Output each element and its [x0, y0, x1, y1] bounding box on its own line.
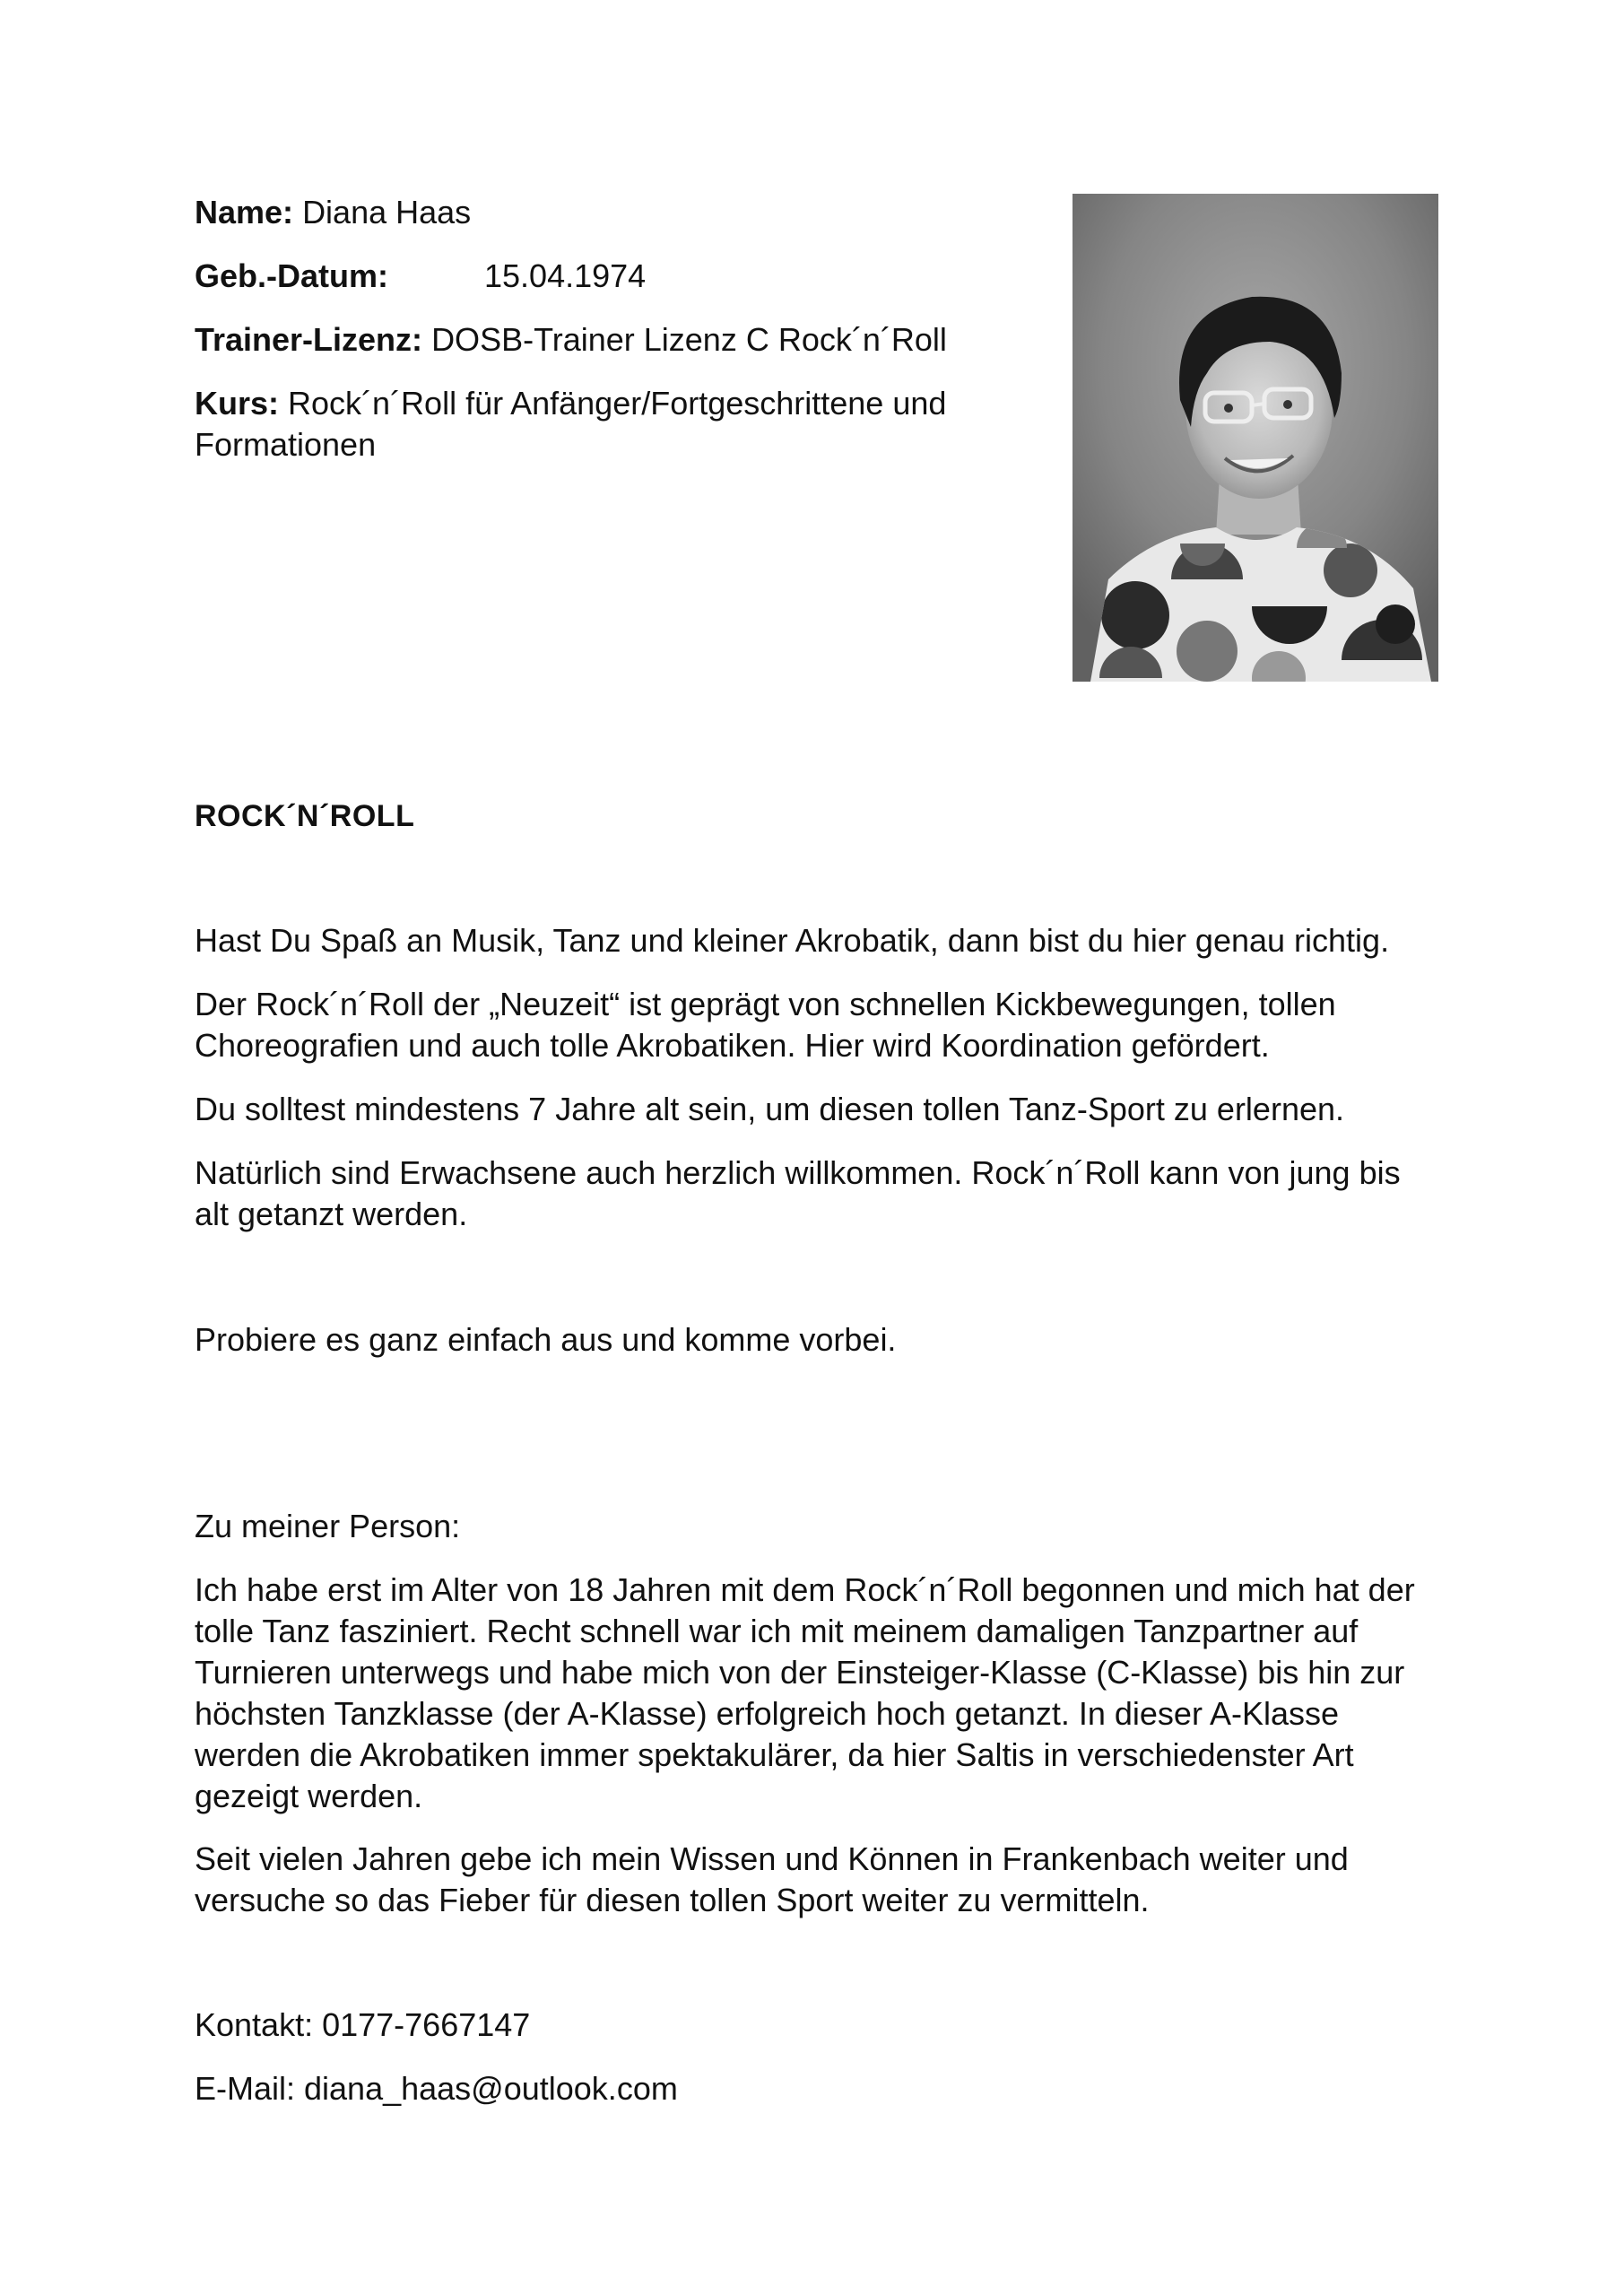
course-value-line1: Rock´n´Roll für Anfänger/Fortgeschrittene und — [288, 385, 947, 422]
dob-label: Geb.-Datum: — [195, 257, 388, 294]
name-row — [195, 192, 471, 233]
course-value-line2: Formationen — [195, 426, 377, 463]
person-p1-line1: Ich habe erst im Alter von 18 Jahren mit dem Rock´n´Roll begonnen und mich hat der — [195, 1571, 1415, 1608]
dob-value: 15.04.1974 — [484, 257, 647, 294]
course-label: Kurs: — [195, 385, 280, 422]
name-label: Name: — [195, 194, 294, 230]
section-p5: Probiere es ganz einfach aus und komme vorbei. — [195, 1321, 897, 1358]
section-paragraph-4 — [195, 1152, 1468, 1235]
section-paragraph-5 — [195, 1319, 1468, 1361]
person-p2-line2: versuche so das Fieber für diesen tollen Sport weiter zu vermitteln. — [195, 1882, 1150, 1918]
contact-email-text: E-Mail: diana_haas@outlook.com — [195, 2070, 678, 2107]
contact-phone — [195, 2005, 1468, 2046]
person-paragraph-2 — [195, 1839, 1468, 1921]
dob-row — [195, 256, 822, 297]
person-p1-line2: tolle Tanz fasziniert. Recht schnell war ich mit meinem damaligen Tanzpartner auf — [195, 1613, 1359, 1649]
person-p1-line5: werden die Akrobatiken immer spektakulärer, da hier Saltis in verschiedenster Art — [195, 1736, 1354, 1773]
person-p1-line3: Turnieren unterwegs und habe mich von der Einsteiger-Klasse (C-Klasse) bis hin zur — [195, 1654, 1405, 1691]
contact-email — [195, 2068, 1468, 2109]
contact-phone-text: Kontakt: 0177-7667147 — [195, 2006, 531, 2043]
section-heading: ROCK´N´ROLL — [195, 799, 415, 833]
person-p2-line1: Seit vielen Jahren gebe ich mein Wissen und Können in Frankenbach weiter und — [195, 1840, 1349, 1877]
license-value: DOSB-Trainer Lizenz C Rock´n´Roll — [431, 321, 947, 358]
section-p3: Du solltest mindestens 7 Jahre alt sein, um diesen tollen Tanz-Sport zu erlernen. — [195, 1091, 1345, 1127]
person-p1-line4: höchsten Tanzklasse (der A-Klasse) erfolgreich hoch getanzt. In dieser A-Klasse — [195, 1695, 1340, 1732]
person-heading — [195, 1506, 1468, 1547]
license-label: Trainer-Lizenz: — [195, 321, 423, 358]
person-p1-line6: gezeigt werden. — [195, 1778, 423, 1814]
section-paragraph-1 — [195, 920, 1468, 961]
section-p2-line1: Der Rock´n´Roll der „Neuzeit“ ist geprägt von schnellen Kickbewegungen, tollen — [195, 986, 1336, 1022]
person-paragraph-1 — [195, 1570, 1468, 1817]
portrait-photo — [1073, 194, 1438, 682]
section-paragraph-3 — [195, 1089, 1468, 1130]
license-row — [195, 319, 947, 361]
section-p4-line2: alt getanzt werden. — [195, 1196, 468, 1232]
section-p4-line1: Natürlich sind Erwachsene auch herzlich willkommen. Rock´n´Roll kann von jung bis — [195, 1154, 1401, 1191]
person-heading-text: Zu meiner Person: — [195, 1508, 461, 1544]
portrait-photo-icon — [1073, 194, 1438, 682]
section-p1: Hast Du Spaß an Musik, Tanz und kleiner Akrobatik, dann bist du hier genau richtig. — [195, 922, 1390, 959]
section-paragraph-2 — [195, 984, 1468, 1066]
name-value: Diana Haas — [302, 194, 472, 230]
section-p2-line2: Choreografien und auch tolle Akrobatiken. Hier wird Koordination gefördert. — [195, 1027, 1270, 1064]
